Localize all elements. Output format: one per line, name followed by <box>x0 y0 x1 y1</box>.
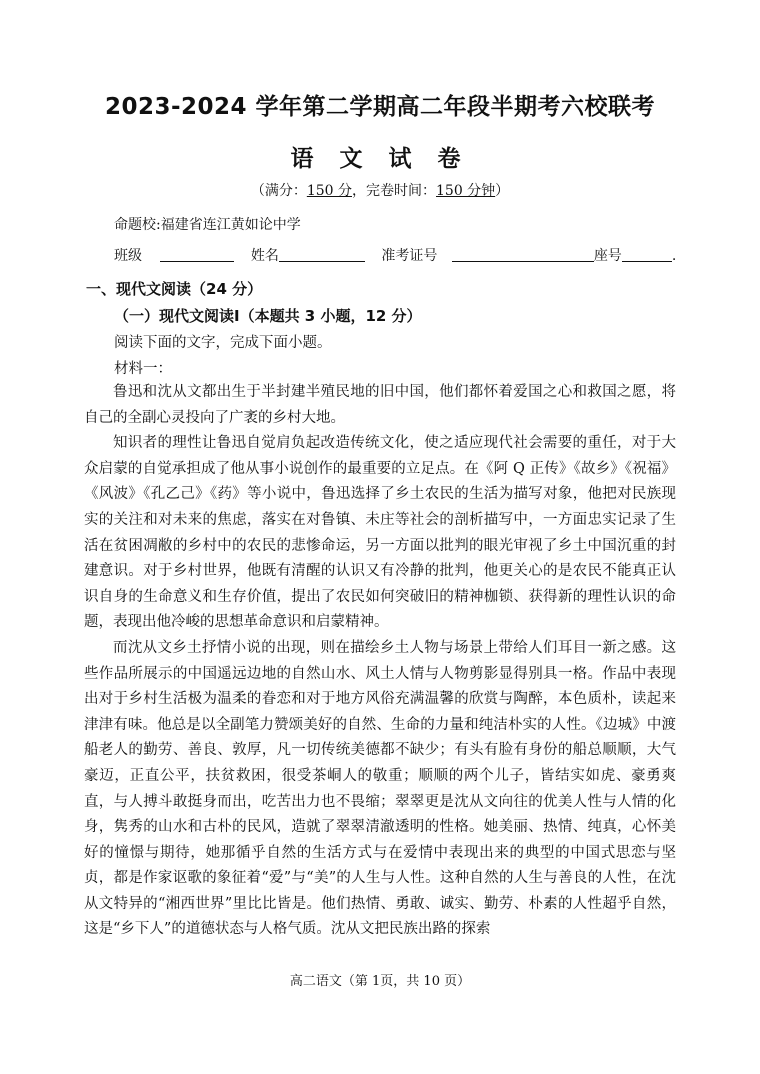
class-label: 班级 <box>114 248 142 264</box>
score-time-line <box>0 180 760 200</box>
score-prefix: （满分： <box>250 183 307 199</box>
material-label: 材料一： <box>114 361 172 377</box>
score-suffix: ） <box>495 183 510 199</box>
passage-paragraph: 知识者的理性让鲁迅自觉肩负起改造传统文化，使之适应现代社会需要的重任，对于大众启蒙的自觉承担成了他从事小说创作的最重要的立足点。在《阿 Q 正传》《故乡》《祝福》《风波》《孔乙己》《药》等小说中，鲁迅选择了乡土农民的生活为描写对象，他把对民族现实的关注和对未来的焦虑，落实在对鲁镇、未庄等社会的剖析描写中，一方面忠实记录了生活在贫困凋敝的乡村中的农民的悲惨命运，另一方面以批判的眼光审视了乡土中国沉重的封建意识。对于乡村世界，他既有清醒的认识又有冷静的批判，他更关心的是农民不能真正认识自身的生命意义和生存价值，提出了农民如何突破旧的精神枷锁、获得新的理性认识的命题，表现出他冷峻的思想革命意识和启蒙精神。 <box>84 435 676 631</box>
reading-instruction: 阅读下面的文字，完成下面小题。 <box>114 335 332 351</box>
name-label: 姓名 <box>250 248 279 264</box>
time-value: 150 分钟 <box>436 183 496 199</box>
full-score-value: 150 分 <box>306 183 352 199</box>
subsection-heading: （一）现代文阅读Ⅰ（本题共 3 小题，12 分） <box>114 307 422 325</box>
end-mark: . <box>671 248 677 264</box>
class-field[interactable] <box>160 247 234 262</box>
student-info-line <box>114 245 677 265</box>
subject-title: 语 文 试 卷 <box>290 146 470 172</box>
exam-title: 2023-2024 学年第二学期高二年段半期考六校联考 <box>104 94 656 120</box>
exam-id-label: 准考证号 <box>381 248 438 264</box>
seat-field[interactable] <box>622 247 672 262</box>
passage-paragraph: 而沈从文乡土抒情小说的出现，则在描绘乡土人物与场景上带给人们耳目一新之感。这些作品所展示的中国遥远边地的自然山水、风土人情与人物剪影显得别具一格。作品中表现出对于乡村生活极为温柔的眷恋和对于地方风俗充满温馨的欣赏与陶醉，本色质朴，读起来津津有味。他总是以全副笔力赞颂美好的自然、生命的力量和纯洁朴实的人性。《边城》中渡船老人的勤劳、善良、敦厚，凡一切传统美德都不缺少；有头有脸有身份的船总顺顺，大气豪迈，正直公平，扶贫救困，很受茶峒人的敬重；顺顺的两个儿子，皆结实如虎、豪勇爽直，与人搏斗敢挺身而出，吃苦出力也不畏缩；翠翠更是沈从文向往的优美人性与人情的化身，隽秀的山水和古朴的民风，造就了翠翠清澈透明的性格。她美丽、热情、纯真，心怀美好的憧憬与期待，她那循乎自然的生活方式与在爱情中表现出来的典型的中国式思恋与坚贞，都是作家讴歌的象征着“爱”与“美”的人生与人性。这种自然的人生与善良的人性，在沈从文特异的“湘西世界”里比比皆是。他们热情、勇敢、诚实、勤劳、朴素的人性超乎自然，这是“乡下人”的道德状态与人格气质。沈从文把民族出路的探索 <box>84 639 676 938</box>
page-footer: 高二语文（第 1页，共 10 页） <box>289 974 471 989</box>
reading-passage <box>84 380 676 943</box>
author-school: 命题校:福建省连江黄如论中学 <box>114 217 301 233</box>
score-mid: ，完卷时间： <box>352 183 436 199</box>
exam-id-field[interactable] <box>452 247 594 262</box>
section-heading: 一、现代文阅读（24 分） <box>86 280 263 298</box>
seat-label: 座号 <box>593 248 622 264</box>
passage-paragraph: 鲁迅和沈从文都出生于半封建半殖民地的旧中国，他们都怀着爱国之心和救国之愿，将自己的全副心灵投向了广袤的乡村大地。 <box>84 384 676 426</box>
name-field[interactable] <box>279 247 365 262</box>
